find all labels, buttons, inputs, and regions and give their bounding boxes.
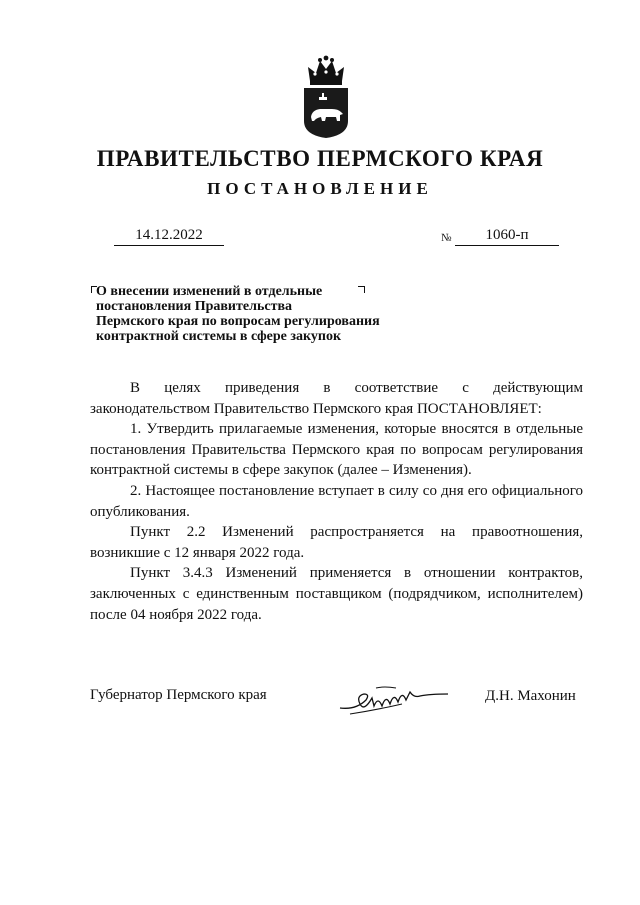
signatory-name: Д.Н. Махонин bbox=[485, 688, 576, 704]
body-paragraph: 2. Настоящее постановление вступает в силу со дня его официального опубликования. bbox=[90, 482, 583, 520]
body-paragraph: Пункт 2.2 Изменений распространяется на правоотношения, возникшие с 12 января 2022 года. bbox=[90, 524, 583, 561]
document-date: 14.12.2022 bbox=[114, 227, 224, 246]
subject-line: контрактной системы в сфере закупок bbox=[96, 329, 342, 344]
government-title: ПРАВИТЕЛЬСТВО ПЕРМСКОГО КРАЯ bbox=[96, 146, 544, 171]
subject-line: Пермского края по вопросам регулирования bbox=[96, 314, 380, 329]
body-paragraph: В целях приведения в соответствие с действующим законодательством Правительство Пермского края ПОСТАНОВЛЯЕТ: bbox=[90, 380, 583, 417]
body-paragraph: Пункт 3.4.3 Изменений применяется в отношении контрактов, заключенных с единственным поставщиком (подрядчиком, исполнителем) после 04 ноября 2022 года. bbox=[90, 565, 583, 623]
subject-line: О внесении изменений в отдельные bbox=[96, 284, 323, 299]
document-subject bbox=[96, 284, 426, 344]
signatory-role: Губернатор Пермского края bbox=[90, 687, 267, 703]
body-paragraph: 1. Утвердить прилагаемые изменения, которые вносятся в отдельные постановления Правительства Пермского края по вопросам регулирования контрактной системы в сфере закупок (далее – Изменения). bbox=[90, 421, 583, 479]
handwritten-signature bbox=[336, 680, 456, 720]
number-label: № bbox=[441, 232, 452, 244]
coat-of-arms-icon bbox=[300, 55, 352, 139]
document-body bbox=[90, 378, 583, 625]
document-number: 1060-п bbox=[455, 227, 559, 246]
subject-line: постановления Правительства bbox=[96, 299, 292, 314]
document-type-title: ПОСТАНОВЛЕНИЕ bbox=[207, 179, 433, 198]
